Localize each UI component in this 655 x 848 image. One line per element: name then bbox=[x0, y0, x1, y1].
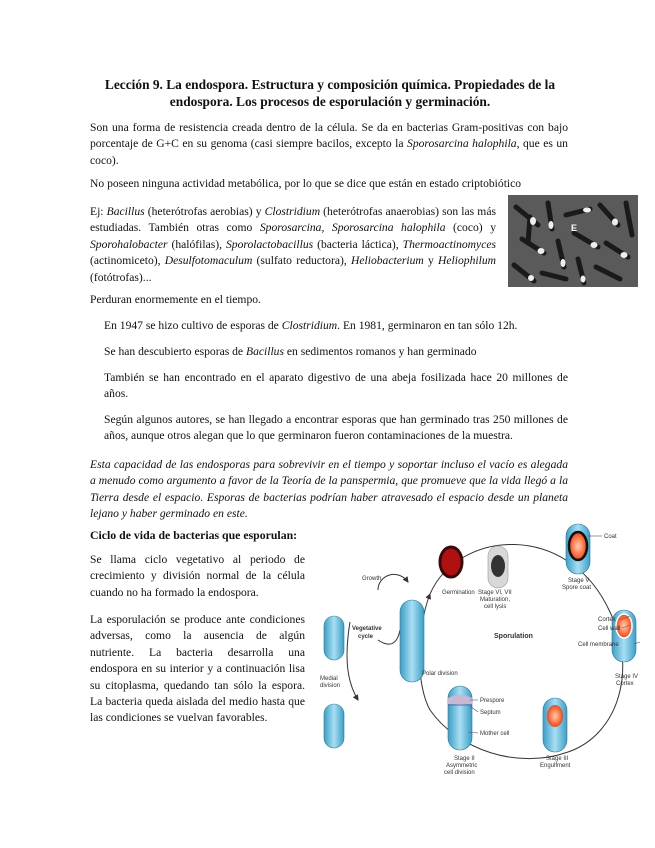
genus-name: Heliobacterium bbox=[350, 254, 424, 268]
stage-v-label: Stage V bbox=[568, 578, 590, 584]
stage-v-label: Spore coat bbox=[562, 585, 592, 591]
free-spore bbox=[440, 547, 462, 577]
text-run: (heterótrofas aerobias) y bbox=[144, 205, 265, 218]
section-heading: Ciclo de vida de bacterias que esporulan: bbox=[90, 528, 298, 542]
cell-membrane-label: Cell membrane bbox=[578, 642, 619, 648]
genus-name: Bacillus bbox=[106, 205, 145, 218]
text-run: en sedimentos romanos y han germinado bbox=[283, 345, 477, 358]
genus-name: Heliophilum bbox=[438, 254, 496, 268]
genus-name: Sporosarcina, Sporosarcina halophila bbox=[259, 221, 446, 235]
coated-spore bbox=[569, 532, 587, 560]
prespore-label: Prespore bbox=[480, 698, 505, 704]
text-run: En 1947 se hizo cultivo de esporas de bbox=[104, 319, 282, 332]
stage-iv-label: Stage IV bbox=[615, 674, 639, 680]
genus-name: Sporohalobacter bbox=[90, 237, 168, 251]
paragraph-duration: Perduran enormemente en el tiempo. bbox=[90, 293, 261, 306]
cortex-label: Cortex bbox=[598, 617, 616, 623]
stage-ii-label: Stage II bbox=[454, 756, 475, 762]
text-run: Ej: bbox=[90, 205, 107, 218]
genus-name: Bacillus bbox=[245, 345, 284, 358]
text-run: . En 1981, germinaron en tan sólo 12h. bbox=[337, 319, 518, 332]
stage-vi-vii-label: cell lysis bbox=[484, 604, 507, 610]
list-item bbox=[104, 344, 568, 360]
micrograph-image bbox=[508, 195, 638, 287]
paragraph-panspermia: Esta capacidad de las endosporas para sobrevivir en el tiempo y soportar incluso el vacío es alegada a menudo como argumento a favor de la Teoría de la panspermia, que promueve que la vida llegó a la Tierra desde el espacio. Esporas de bacterias podrían haber atravesado el espacio desde un planeta lejano y haber germinado en este. bbox=[90, 458, 568, 521]
text-run: y bbox=[423, 254, 439, 268]
maturing-spore bbox=[491, 555, 505, 577]
genus-name: Clostridium bbox=[264, 205, 321, 218]
text-run: (fotótrofas)... bbox=[90, 270, 152, 284]
stage-vi-vii-label: Stage VI, VII bbox=[478, 590, 512, 596]
list-item: También se han encontrado en el aparato digestivo de una abeja fosilizada hace 20 millones de años. bbox=[104, 371, 568, 401]
genus-name: Clostridium bbox=[281, 319, 338, 332]
micrograph-label: E bbox=[571, 223, 578, 233]
engulfed-prespore bbox=[547, 705, 563, 727]
genus-name: Desulfotomaculum bbox=[164, 254, 253, 268]
text-run: (coco) y bbox=[445, 221, 496, 235]
vegetative-label: Vegetative bbox=[352, 626, 382, 632]
coat-label: Coat bbox=[604, 534, 617, 540]
species-name: Sporosarcina halophila bbox=[407, 137, 517, 151]
list-item: Según algunos autores, se han llegado a encontrar esporas que han germinado tras 250 millones de años, aunque otros alegan que lo que germinaron fueron contaminaciones de la muestra. bbox=[104, 413, 568, 443]
text-run: (halófilas), bbox=[167, 237, 226, 251]
growth-label: Growth bbox=[362, 576, 382, 582]
paragraph-sporulation: La esporulación se produce ante condiciones adversas, como la ausencia de algún nutriente. La bacteria desarrolla una endospora en su interior y a continuación lisa su citoplasma, quedando tan sólo la espora. La bacteria queda aislada del medio hasta que las condiciones se vuelvan favorables. bbox=[90, 613, 305, 725]
list-item bbox=[104, 318, 568, 334]
paragraph-examples bbox=[90, 204, 496, 286]
paragraph-metabolism: No poseen ninguna actividad metabólica, por lo que se dice que están en estado criptobiótico bbox=[90, 177, 522, 190]
medial-division-label: division bbox=[320, 683, 341, 689]
medial-division-label: Medial bbox=[320, 676, 338, 682]
genus-name: Thermoactinomyces bbox=[402, 237, 496, 251]
stage-ii-label: Asymmetric bbox=[446, 763, 478, 769]
paragraph-vegetative-cycle: Se llama ciclo vegetativo al periodo de crecimiento y división normal de la célula cuando no ha formado la endospora. bbox=[90, 553, 305, 599]
sporulation-label: Sporulation bbox=[494, 633, 533, 640]
stage-ii-label: cell division bbox=[444, 770, 475, 776]
cell-shape bbox=[324, 704, 344, 748]
cell-wall-label: Cell wall bbox=[598, 626, 621, 632]
vegetative-cell bbox=[400, 600, 424, 682]
text-run: Son una forma de resistencia creada dentro de la célula. Se da en bacterias Gram-positivas con bajo porcentaje de G+C en su genoma (casi siempre bacilos, excepto la bbox=[90, 121, 568, 151]
vegetative-label: cycle bbox=[358, 634, 374, 640]
growth-arrow bbox=[378, 574, 408, 590]
stage-iv-label: Cortex bbox=[616, 681, 634, 687]
text-run: (heterótrofas anaerobias) son las más estudiadas. También otras como bbox=[90, 205, 496, 235]
polar-division-label: Polar division bbox=[422, 671, 458, 677]
page-title: Lección 9. La endospora. Estructura y composición química. Propiedades de la endospora. Los procesos de esporulación y germinación. bbox=[104, 77, 556, 109]
stage-iii-label: Stage III bbox=[546, 756, 569, 762]
paragraph-definition bbox=[90, 120, 568, 169]
stage-iii-label: Engulfment bbox=[540, 763, 571, 769]
text-run: (actinomiceto), bbox=[90, 254, 165, 268]
cell-shape bbox=[324, 616, 344, 660]
genus-name: Sporolactobacillus bbox=[225, 237, 314, 251]
text-run: Se han descubierto esporas de bbox=[104, 345, 246, 358]
septum-label: Septum bbox=[480, 710, 501, 716]
text-run: (sulfato reductora), bbox=[252, 254, 351, 268]
text-run: , que es un coco). bbox=[90, 137, 568, 167]
medial-division-arrow bbox=[347, 622, 358, 700]
mother-cell-label: Mother cell bbox=[480, 731, 510, 737]
vegetative-arrow bbox=[378, 630, 400, 644]
germination-label: Germination bbox=[442, 590, 475, 596]
text-run: (bacteria láctica), bbox=[313, 237, 403, 251]
sporulation-cycle-diagram bbox=[318, 520, 648, 782]
stage-vi-vii-label: Maturation, bbox=[480, 597, 511, 603]
